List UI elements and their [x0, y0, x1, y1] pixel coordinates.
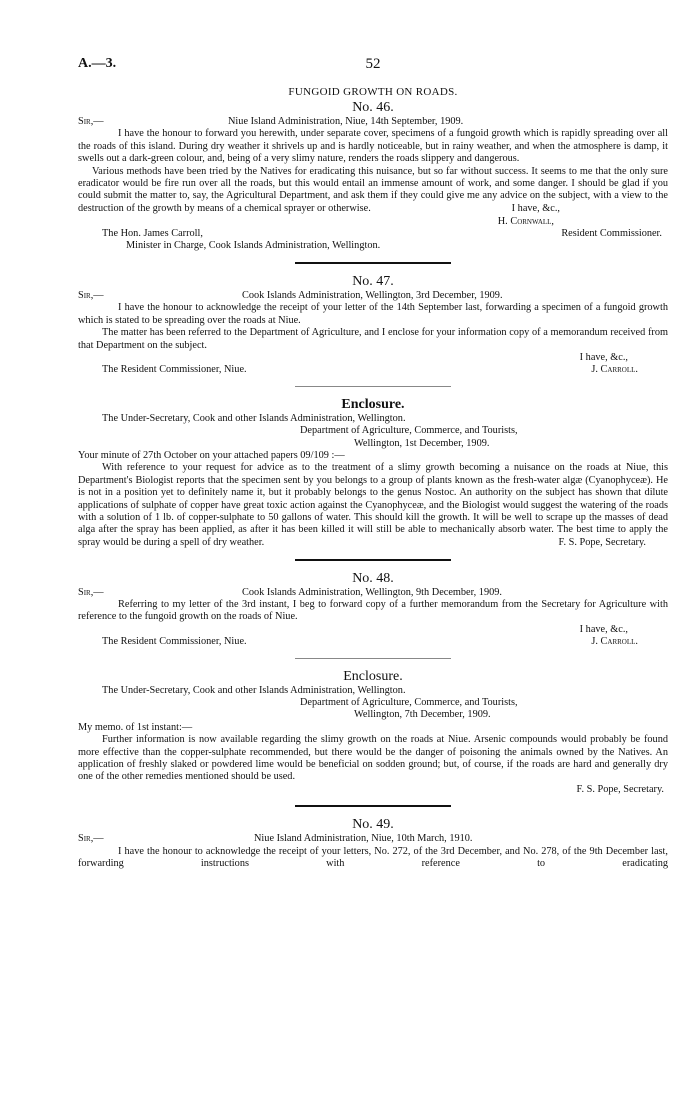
enclosure-1-date: Wellington, 1st December, 1909. [354, 437, 490, 449]
enclosure-1-signature: F. S. Pope, Secretary. [558, 537, 646, 549]
addressee: The Resident Commissioner, Niue. [102, 636, 247, 648]
page-number: 52 [365, 56, 381, 72]
letter-47-paragraph-2: The matter has been referred to the Department of Agriculture, and I enclose for your information copy of a memorandum received from that Department on the subject. [78, 327, 668, 351]
section-divider [295, 262, 451, 264]
letter-46-paragraph-2: Various methods have been tried by the Natives for eradicating this nuisance, but so far without success. It seems to me that the only sure eradicator would be fire run over all the roads, but this would entail an immense amount of work, and some danger. I should be glad if you could submit the matter to, say, the Agricultural Department, and ask them if they could give me any advice on the subject, with a view to the destruction of the growth by means of a chemical sprayer or otherwise. [78, 165, 668, 214]
letter-46-number: No. 46. [352, 100, 394, 115]
salutation: Sir,— [78, 116, 104, 127]
letter-46-closing: I have, &c., [511, 203, 560, 215]
section-title: FUNGOID GROWTH ON ROADS. [288, 86, 458, 98]
signatory-title: Resident Commissioner. [561, 228, 662, 240]
enclosure-2-body: Further information is now available regarding the slimy growth on the roads at Niue. Arsenic compounds would probably be found more effective than the copper-sulphate recommended, but there would be the danger of poisoning the animals owned by the Natives. An application of freshly slaked or powdered lime would be beneficial on sodden ground; but, of course, if the roads are hard and generally dry one of the other remedies mentioned should be used. [78, 734, 668, 783]
signature: J. Carroll. [591, 636, 638, 648]
document-page [78, 56, 668, 871]
dateline: Niue Island Administration, Niue, 14th September, 1909. [228, 116, 464, 127]
section-divider [295, 658, 451, 659]
salutation: Sir,— [78, 586, 104, 598]
letter-48-paragraph: Referring to my letter of the 3rd instant, I beg to forward copy of a further memorandum from the Secretary for Agriculture with reference to the fungoid growth on the roads of Niue. [78, 599, 668, 623]
letter-46-signature: H. Cornwall, [497, 215, 554, 227]
letter-47-opening [78, 290, 668, 302]
dateline: Niue Island Administration, Niue, 10th March, 1910. [254, 833, 473, 845]
section-divider [295, 805, 451, 807]
enclosure-2-recipient: The Under-Secretary, Cook and other Islands Administration, Wellington. [102, 684, 406, 696]
section-divider [295, 559, 451, 561]
dateline: Cook Islands Administration, Wellington, 3rd December, 1909. [242, 289, 503, 301]
enclosure-1-recipient: The Under-Secretary, Cook and other Islands Administration, Wellington. [102, 412, 406, 424]
enclosure-2-intro: My memo. of 1st instant:— [78, 721, 193, 733]
dateline: Cook Islands Administration, Wellington, 9th December, 1909. [242, 586, 502, 598]
letter-48-closing: I have, &c., [579, 623, 628, 635]
letter-47-address-row [78, 364, 668, 376]
letter-49-opening [78, 833, 668, 845]
letter-46-address-row [78, 228, 668, 240]
signature: J. Carroll. [591, 364, 638, 376]
addressee: The Hon. James Carroll, [102, 228, 203, 240]
enclosure-2-signature: F. S. Pope, Secretary. [576, 783, 664, 795]
salutation: Sir,— [78, 289, 104, 301]
letter-48-number: No. 48. [352, 570, 394, 586]
letter-49-paragraph: I have the honour to acknowledge the receipt of your letters, No. 272, of the 3rd December, and No. 278, of the 9th December last, forwarding instructions with reference to eradicating [78, 845, 668, 870]
enclosure-2-date: Wellington, 7th December, 1909. [354, 709, 491, 721]
letter-46-paragraph-1: I have the honour to forward you herewith, under separate cover, specimens of a fungoid growth which is rapidly spreading over all the roads of this island. During dry weather it shrivels up and is hardly noticeable, but in rainy weather, and when the atmosphere is damp, it swells out a dark-green colour, and, being of a very slimy nature, renders the roads slippery and dangerous. [78, 128, 668, 165]
letter-46-opening [78, 116, 668, 128]
salutation: Sir,— [78, 833, 104, 845]
addressee-title: Minister in Charge, Cook Islands Administration, Wellington. [126, 240, 381, 252]
letter-48-opening [78, 587, 668, 599]
enclosure-1-intro: Your minute of 27th October on your attached papers 09/109 :— [78, 449, 345, 461]
enclosure-1-heading: Enclosure. [341, 396, 405, 412]
enclosure-2-heading: Enclosure. [343, 668, 403, 684]
letter-47-number: No. 47. [352, 273, 394, 289]
letter-47-paragraph-1: I have the honour to acknowledge the receipt of your letter of the 14th September last, forwarding a specimen of a fungoid growth which is stated to be spreading over the roads at Niue. [78, 302, 668, 326]
enclosure-1-department: Department of Agriculture, Commerce, and Tourists, [300, 425, 518, 437]
page-header [78, 56, 668, 74]
enclosure-1-body: With reference to your request for advice as to the treatment of a slimy growth becoming a nuisance on the roads at Niue, this Department's Biologist reports that the specimen sent by you belongs to a group of plants known as the fresh-water algæ (Cyanophyceæ). He is not in a position yet to definitely name it, but it probably belongs to the genus Nostoc. An authority on the subject has shown that dilute applications of sulphate of copper have great toxic action against the Cyanophyceæ, and the Biologist would suggest the watering of the roads with a solution of 1 lb. of copper-sulphate to 50 gallons of water. This should kill the growth. It will be well to scrape up the masses of dead alga after the spray has been applied, as after it has been killed it will still be able to mechanically absorb water. The best time to apply the spray would be during a spell of dry weather. [78, 462, 668, 548]
section-divider [295, 386, 451, 387]
letter-49-number: No. 49. [352, 817, 394, 833]
letter-48-address-row [78, 636, 668, 648]
letter-47-closing: I have, &c., [579, 351, 628, 363]
series-reference: A.—3. [78, 56, 117, 71]
addressee: The Resident Commissioner, Niue. [102, 364, 247, 376]
enclosure-2-department: Department of Agriculture, Commerce, and Tourists, [300, 697, 518, 709]
